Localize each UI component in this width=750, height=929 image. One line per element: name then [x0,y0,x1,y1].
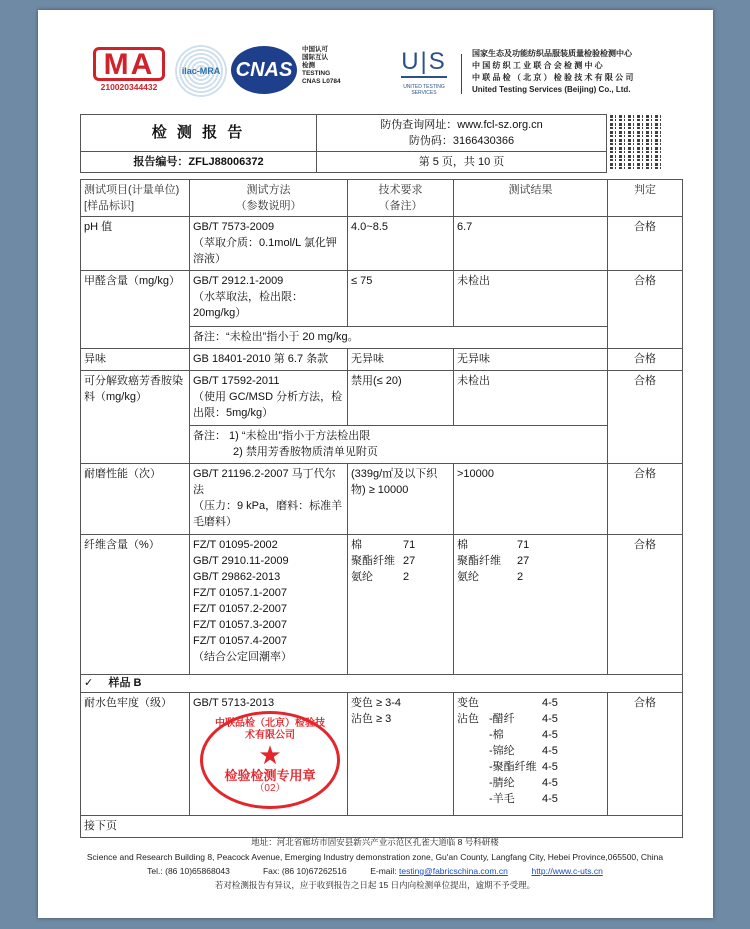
table-cell: (339g/㎡及以下织物) ≥ 10000 [348,464,454,535]
text [457,727,604,743]
cma-mark: MA [93,47,165,81]
page-number: 第 5 页，共 10 页 [317,152,607,173]
text: 4-5 [542,745,558,757]
table-cell: GB/T 5713-2013 [190,693,348,816]
table-cell [348,693,454,816]
table-cell [190,464,348,535]
sample-b-row [81,675,683,693]
table-cell: 未检出 [454,271,608,327]
table-cell: >10000 [454,464,608,535]
footer-address-cn: 地址：河北省廊坊市固安县新兴产业示范区孔雀大道临 8 号科研楼 [251,837,499,847]
email-link[interactable]: testing@fabricschina.com.cn [399,866,508,876]
table-row [81,349,683,371]
text: 4-5 [542,713,558,725]
table-cell [454,535,608,675]
seal-code: （02） [254,783,286,794]
text [457,695,604,711]
text: GB/T 21196.2-2007 马丁代尔 [193,468,336,480]
text: GB/T 17592-2011 [193,375,280,387]
text [457,759,604,775]
text: 棉 [351,539,362,551]
table-cell [190,180,348,217]
continued-row [81,816,683,838]
text: -聚酯纤维 [489,761,537,773]
text: -棉 [489,729,504,741]
text: Fax: (86 10)67262516 [262,866,347,876]
text: -醋纤 [489,713,515,725]
text: 防伪查询网址：www.fcl-sz.org.cn [380,119,543,131]
seal-center-text: 检验检测专用章 [224,768,316,783]
verification-info [317,115,607,152]
text: 27 [517,555,530,567]
table-cell [190,535,348,675]
text: -腈纶 [489,777,515,789]
cnas-text [302,46,341,86]
table-cell: 合格 [608,271,683,349]
text: 中国认可 [302,46,328,53]
text: FZ/T 01095-2002 [193,539,278,551]
table-cell: 耐水色牢度（级） [81,693,190,816]
website-link[interactable]: http://www.c-uts.cn [531,866,603,876]
table-row [81,535,683,675]
text: 27 [403,555,416,567]
text: 防伪码：3166430366 [408,135,515,147]
text: 4-5 [542,729,558,741]
text: 71 [403,539,416,551]
table-cell: GB 18401-2010 第 6.7 条款 [190,349,348,371]
text: 测试结果 [508,184,553,196]
text: -羊毛 [489,793,515,805]
text: （备注） [378,200,423,212]
text: 测试项目(计量单位) [84,184,180,196]
text: 4-5 [542,793,558,805]
table-cell: 无异味 [454,349,608,371]
table-row [81,217,683,271]
table-cell [190,271,348,327]
text: （参数说明） [235,200,302,212]
text: 71 [517,539,530,551]
table-cell [190,426,608,464]
table-cell: 合格 [608,349,683,371]
text: （压力：9 kPa，磨料：标准羊 [193,500,343,512]
table-cell [190,371,348,426]
table-cell: 耐磨性能（次） [81,464,190,535]
checkmark-icon: ✓ [84,677,94,689]
table-cell [81,180,190,217]
text [81,152,607,173]
table-cell: 接下页 [81,816,683,838]
text: -锦纶 [489,745,515,757]
table-cell [608,180,683,217]
text: FZ/T 01057.1-2007 [193,587,287,599]
uts-mark: U|S [401,48,447,78]
text: 法 [193,484,204,496]
table-cell: 无异味 [348,349,454,371]
text [81,115,607,152]
text: （使用 GC/MSD 分析方法，检 [193,391,343,403]
text: 出限：5mg/kg） [193,407,274,419]
text: 判定 [634,184,656,196]
text: 聚酯纤维 [351,555,395,567]
report-header-table [80,114,607,173]
text: GB/T 29862-2013 [193,571,281,583]
text: 2) 禁用芳香胺物质清单见附页 [233,446,378,458]
text: 4-5 [542,777,558,789]
table-row [81,693,683,816]
text [351,553,450,569]
table-cell [190,217,348,271]
table-cell: 合格 [608,371,683,464]
table-cell: 合格 [608,535,683,675]
table-cell: 纤维含量（%） [81,535,190,675]
table-cell [454,693,608,816]
table-cell: 合格 [608,464,683,535]
text [351,537,450,553]
text: 4-5 [542,697,558,709]
table-cell: 可分解致癌芳香胺染料（mg/kg） [81,371,190,464]
table-cell: 合格 [608,217,683,271]
text: 测试方法 [246,184,291,196]
seal-ring-text: 中联品检（北京）检验技术有限公司 [215,718,325,741]
text [351,569,450,585]
star-icon: ★ [258,740,282,770]
cma-logo [93,47,165,93]
table-cell: 6.7 [454,217,608,271]
text: United Testing Services (Beijing) Co., Ltd. [472,85,631,94]
text [457,553,604,569]
cma-number: 210020344432 [100,82,158,92]
text: 氨纶 [457,571,479,583]
text: 2 [517,571,524,583]
text: E-mail: [370,866,397,876]
text: （水萃取法，检出限： [193,291,303,303]
table-cell [81,675,683,693]
report-title: 检 测 报 告 [81,115,317,152]
table-header-row [81,180,683,217]
text: 变色 [457,697,479,709]
text: 检测 [302,62,315,69]
text: 备注： 1) “未检出”指小于方法检出限 [193,430,371,442]
uts-logo [395,42,453,100]
text [457,711,604,727]
table-cell: 异味 [81,349,190,371]
table-cell: 甲醛含量（mg/kg） [81,271,190,349]
divider [461,54,462,94]
text: 20mg/kg） [193,307,247,319]
table-row [81,371,683,426]
text: GB/T 2912.1-2009 [193,275,284,287]
text: TESTING [302,70,331,77]
table-cell: ≤ 75 [348,271,454,327]
text: 技术要求 [378,184,423,196]
table-cell [348,180,454,217]
cnas-logo: CNAS [231,46,297,94]
table-cell [348,535,454,675]
text: 中 联 品 检 （ 北 京 ） 检 验 技 术 有 限 公 司 [472,73,634,82]
table-row [81,271,683,327]
text [457,775,604,791]
text: 4-5 [542,761,558,773]
text: GB/T 2910.11-2009 [193,555,289,567]
table-cell: 禁用(≤ 20) [348,371,454,426]
text: 2 [403,571,410,583]
text: 沾色 ≥ 3 [351,713,392,725]
text: （结合公定回潮率） [193,651,292,663]
text: GB/T 7573-2009 [193,221,275,233]
table-cell: 未检出 [454,371,608,426]
text: 氨纶 [351,571,373,583]
report-number: 报告编号：ZFLJ88006372 [81,152,317,173]
uts-ring-text: UNITED TESTING SERVICES [403,84,445,96]
footer-address-en: Science and Research Building 8, Peacock Avenue, Emerging Industry demonstration zone, Gu'an County, Langfang City, Hebei Province,065500, China [86,852,664,862]
text: FZ/T 01057.2-2007 [193,603,287,615]
text: 聚酯纤维 [457,555,501,567]
text: Tel.: (86 10)65868043 [147,866,230,876]
text: 沾色 [457,713,479,725]
organization-names [472,48,633,96]
text [457,743,604,759]
text [457,569,604,585]
text: [样品标识] [84,200,135,212]
text: CNAS L0784 [302,78,341,85]
footer-notice: 若对检测报告有异议，应于收到报告之日起 15 日内向检测单位提出，逾期不予受理。 [214,880,536,890]
text: FZ/T 01057.4-2007 [193,635,287,647]
table-cell [454,180,608,217]
results-table [80,179,683,838]
footer-contacts [0,866,750,877]
text: 毛磨料） [193,516,237,528]
text [457,791,604,807]
text [457,537,604,553]
text: 溶液） [193,253,226,265]
text: 国际互认 [302,54,328,61]
table-cell: 4.0~8.5 [348,217,454,271]
ilac-mra-logo: ilac-MRA [175,45,227,97]
text: 国家生态及功能纺织品服装质量检验检测中心 [472,49,632,58]
table-cell: 合格 [608,693,683,816]
table-cell: pH 值 [81,217,190,271]
text: 中 国 纺 织 工 业 联 合 会 检 测 中 心 [472,61,603,70]
text: （萃取介质：0.1mol/L 氯化钾 [193,237,337,249]
official-seal [200,711,340,809]
sample-b-label: 样品 B [108,677,142,689]
qr-code[interactable] [610,115,662,171]
table-row [81,464,683,535]
text: 棉 [457,539,468,551]
text: FZ/T 01057.3-2007 [193,619,287,631]
text: 变色 ≥ 3-4 [351,697,402,709]
table-cell: 备注：“未检出”指小于 20 mg/kg。 [190,327,608,349]
